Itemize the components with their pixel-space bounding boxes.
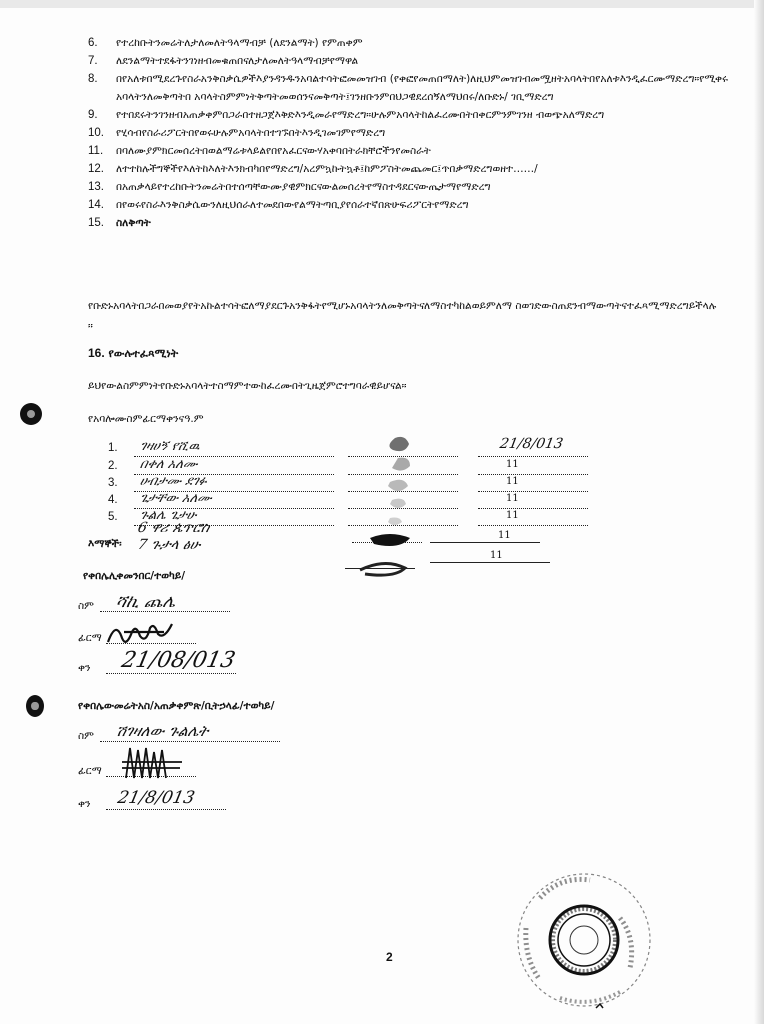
list-item: 14. በየወሩየስራእንቅስቃሴውንለዚህሰራለተመደበውየልማትጣቢያየሰራተኛበጽሁፍሪፖርትየማድረግ xyxy=(88,196,728,214)
witness-date: 11 xyxy=(490,550,503,561)
list-item-text: ስለቅጣት xyxy=(116,217,151,229)
official-stamp xyxy=(500,858,680,1018)
list-item-text: የተበደሩትንገንዘብአጠቃቀምበጋራበተዘጋጀእቅድእንዲመራየማድረግ።ሁሉምአባላትከልፈረሙበትበቀርምንምገንዘ ብወጭአለማድረግ xyxy=(116,109,605,121)
name-label: ስም xyxy=(78,730,94,742)
list-item-text: የሂሳብየስራሪፖርትበየወሩሁሉምአባላትበተገኙበትእንዲገመገምየማድረግ xyxy=(116,127,386,139)
member-date: 21/8/013 xyxy=(498,436,565,452)
member-row: 2. በቀለ አለሙ 11 xyxy=(108,460,588,477)
name-label: ስም xyxy=(78,600,94,612)
receiver2-sign-row xyxy=(78,765,102,778)
obligations-list xyxy=(88,34,728,232)
member-row: 3. ሀብታሙ ደገፉ 11 xyxy=(108,477,588,494)
date-label: ቀን xyxy=(78,662,91,674)
receiver2-name-row xyxy=(78,722,211,743)
list-item-text: ለደንልማትተደፋትንገነዘብመቁጠበናለታለመለትዓላማብቻየማዋል xyxy=(116,55,359,67)
list-item-text: ለተተከሉችግኞችየእለትከእለትእንክብካበየማድረግ/አረምኳኩትኳቶ፤ከምፖስትመጨመር፤ጥበቃማድረግወዘተ……/ xyxy=(116,163,538,175)
witnesses-label: እማኞች፡ xyxy=(88,538,122,550)
receiver2-name: ሽገዛለው ጉልሌት xyxy=(114,722,211,740)
list-item: 8. በየአለቱበሚደረጉየስራአንቅስቃሴዎችእያንዳንዱንአባልተሳትፎመመዝገብ (የቀፎየመጠበማለት)ለዚህምመዝገብመሟዘትአባላትበየአለቱእንዲፈርሙማድረግ።የሚቀሩአባላትንለመቅጣትበ አባላትስምምነትቅጣትመወሰንናመቅጣት፤ገንዘቡንምበህጋዊደረሰኝለማህበሩ/ለቡድኑ/ ገቢማድረግ xyxy=(88,70,728,106)
punch-hole xyxy=(26,695,44,717)
receiver2-date: 21/8/013 xyxy=(115,788,197,808)
member-date: 11 xyxy=(506,476,519,487)
receiver1-name: ሻኪ ጨሌ xyxy=(113,592,178,612)
member-date: 11 xyxy=(506,510,519,521)
member-name: ገዛሀኝ የሺዉ xyxy=(138,439,202,454)
member-date: 11 xyxy=(506,459,519,470)
list-item-text: የተረከቡትንመሬትለታለመለትዓላማብቻ (ለደንልማት) የምጠቀም xyxy=(116,37,363,49)
punch-hole xyxy=(20,403,42,425)
sign-label: ፊርማ xyxy=(78,765,102,777)
signature-marks xyxy=(340,430,450,590)
section-heading: 16. የውሉተፈጻሚነት xyxy=(88,346,179,360)
witness-name: 7 ጉታላ ፅሁ xyxy=(136,537,202,553)
page-top-edge xyxy=(0,0,764,8)
list-item-text: በአጠቃላይየተረከቡትንመሬትበተሰጣቸውሙያዊምክርናውልመሰረትየማስተዳደርናውጤታማየማድረግ xyxy=(116,181,491,193)
list-item-text: በየአለቱበሚደረጉየስራአንቅስቃሴዎችእያንዳንዱንአባልተሳትፎመመዝገብ (የቀፎየመጠበማለት)ለዚህምመዝገብመሟዘትአባላትበየአለቱእንዲፈርሙማድረግ።የሚቀሩአባላትንለመቅጣትበ አባላትስምምነትቅጣትመወሰንናመቅጣት፤ገንዘቡንምበህጋዊደረሰኝለማህበሩ/ለቡድኑ/ ገቢማድረግ xyxy=(116,73,728,103)
receiver2-signature xyxy=(120,742,190,782)
list-item: 6. የተረከቡትንመሬትለታለመለትዓላማብቻ (ለደንልማት) የምጠቀም xyxy=(88,34,728,52)
list-item-text: በባለሙያምክርመሰረትበወልማሬቱላይልየበየአፈርናውሃአቀባበትራክቸሮችንየመስራት xyxy=(116,145,431,157)
page-right-edge xyxy=(754,0,764,1024)
member-row: 1. ገዛሀኝ የሺዉ 21/8/013 xyxy=(108,442,588,459)
receiver1-signature xyxy=(104,618,194,648)
witness-date: 11 xyxy=(498,530,511,541)
list-item: 9. የተበደሩትንገንዘብአጠቃቀምበጋራበተዘጋጀእቅድእንዲመራየማድረግ።ሁሉምአባላትከልፈረሙበትበቀርምንምገንዘ ብወጭአለማድረግ xyxy=(88,106,728,124)
receiver2-heading: የቀበሌውመሬትአስ/አጠቃቀምጽ/ቢትኃላፊ/ተወካይ/ xyxy=(78,700,275,712)
list-item: 10. የሂሳብየስራሪፖርትበየወሩሁሉምአባላትበተገኙበትእንዲገመገምየማድረግ xyxy=(88,124,728,142)
effective-clause: ይህየውልስምምነትየቡድኑአባላትተስማምተውከፈረሙበትጊዜጀምሮተግባራዊይሆናል። xyxy=(88,380,407,392)
list-item: 15. ስለቅጣት xyxy=(88,214,728,232)
penalty-paragraph: የቡድኑአባላትበጋራበመወያየትአኩልተሳትፎለማያደርጉአንቅፋትየሚሆኑአባላትንለመቅጣትናለማስተካከልወይምለማ ስወገድውስጠደንብማውጣትናተፈጻሚማድረግይችላሉ። xyxy=(88,300,717,332)
receiver1-sign-row xyxy=(78,632,102,645)
member-name: ሀብታሙ ደገፉ xyxy=(138,474,209,489)
receiver1-date-row xyxy=(78,648,238,675)
receiver1-heading: የቀበሌሊቀመንበር/ተወካይ/ xyxy=(83,570,186,582)
member-name: በቀለ አለሙ xyxy=(138,457,200,472)
page-number: 2 xyxy=(386,950,393,964)
member-date: 11 xyxy=(506,493,519,504)
list-item-text: በየወሩየስራእንቅስቃሴውንለዚህሰራለተመደበውየልማትጣቢያየሰራተኛበጽሁፍሪፖርትየማድረግ xyxy=(116,199,469,211)
member-name: ጌታቸው አለሙ xyxy=(138,491,214,506)
list-item: 12. ለተተከሉችግኞችየእለትከእለትእንክብካበየማድረግ/አረምኳኩትኳቶ፤ከምፖስትመጨመር፤ጥበቃማድረግወዘተ……/ xyxy=(88,160,728,178)
receiver2-date-row xyxy=(78,788,197,811)
date-label: ቀን xyxy=(78,798,91,810)
member-row: 4. ጌታቸው አለሙ 11 xyxy=(108,494,588,511)
witness-name: 6 ዋሪ ጴጥሮስ xyxy=(136,520,211,536)
member-name: ጉልሌ ጌታሁ xyxy=(138,508,199,523)
list-item: 13. በአጠቃላይየተረከቡትንመሬትበተሰጣቸውሙያዊምክርናውልመሰረትየማስተዳደርናውጤታማየማድረግ xyxy=(88,178,728,196)
receiver1-date: 21/08/013 xyxy=(119,648,238,673)
sign-label: ፊርማ xyxy=(78,632,102,644)
list-item: 11. በባለሙያምክርመሰረትበወልማሬቱላይልየበየአፈርናውሃአቀባበትራክቸሮችንየመስራት xyxy=(88,142,728,160)
receiver1-name-row xyxy=(78,592,178,613)
member-row: 5. ጉልሌ ጌታሁ 11 xyxy=(108,511,588,528)
members-heading: የአባሎሙስምፊርማቀንናዓ.ም xyxy=(88,413,204,425)
list-item: 7. ለደንልማትተደፋትንገነዘብመቁጠበናለታለመለትዓላማብቻየማዋል xyxy=(88,52,728,70)
